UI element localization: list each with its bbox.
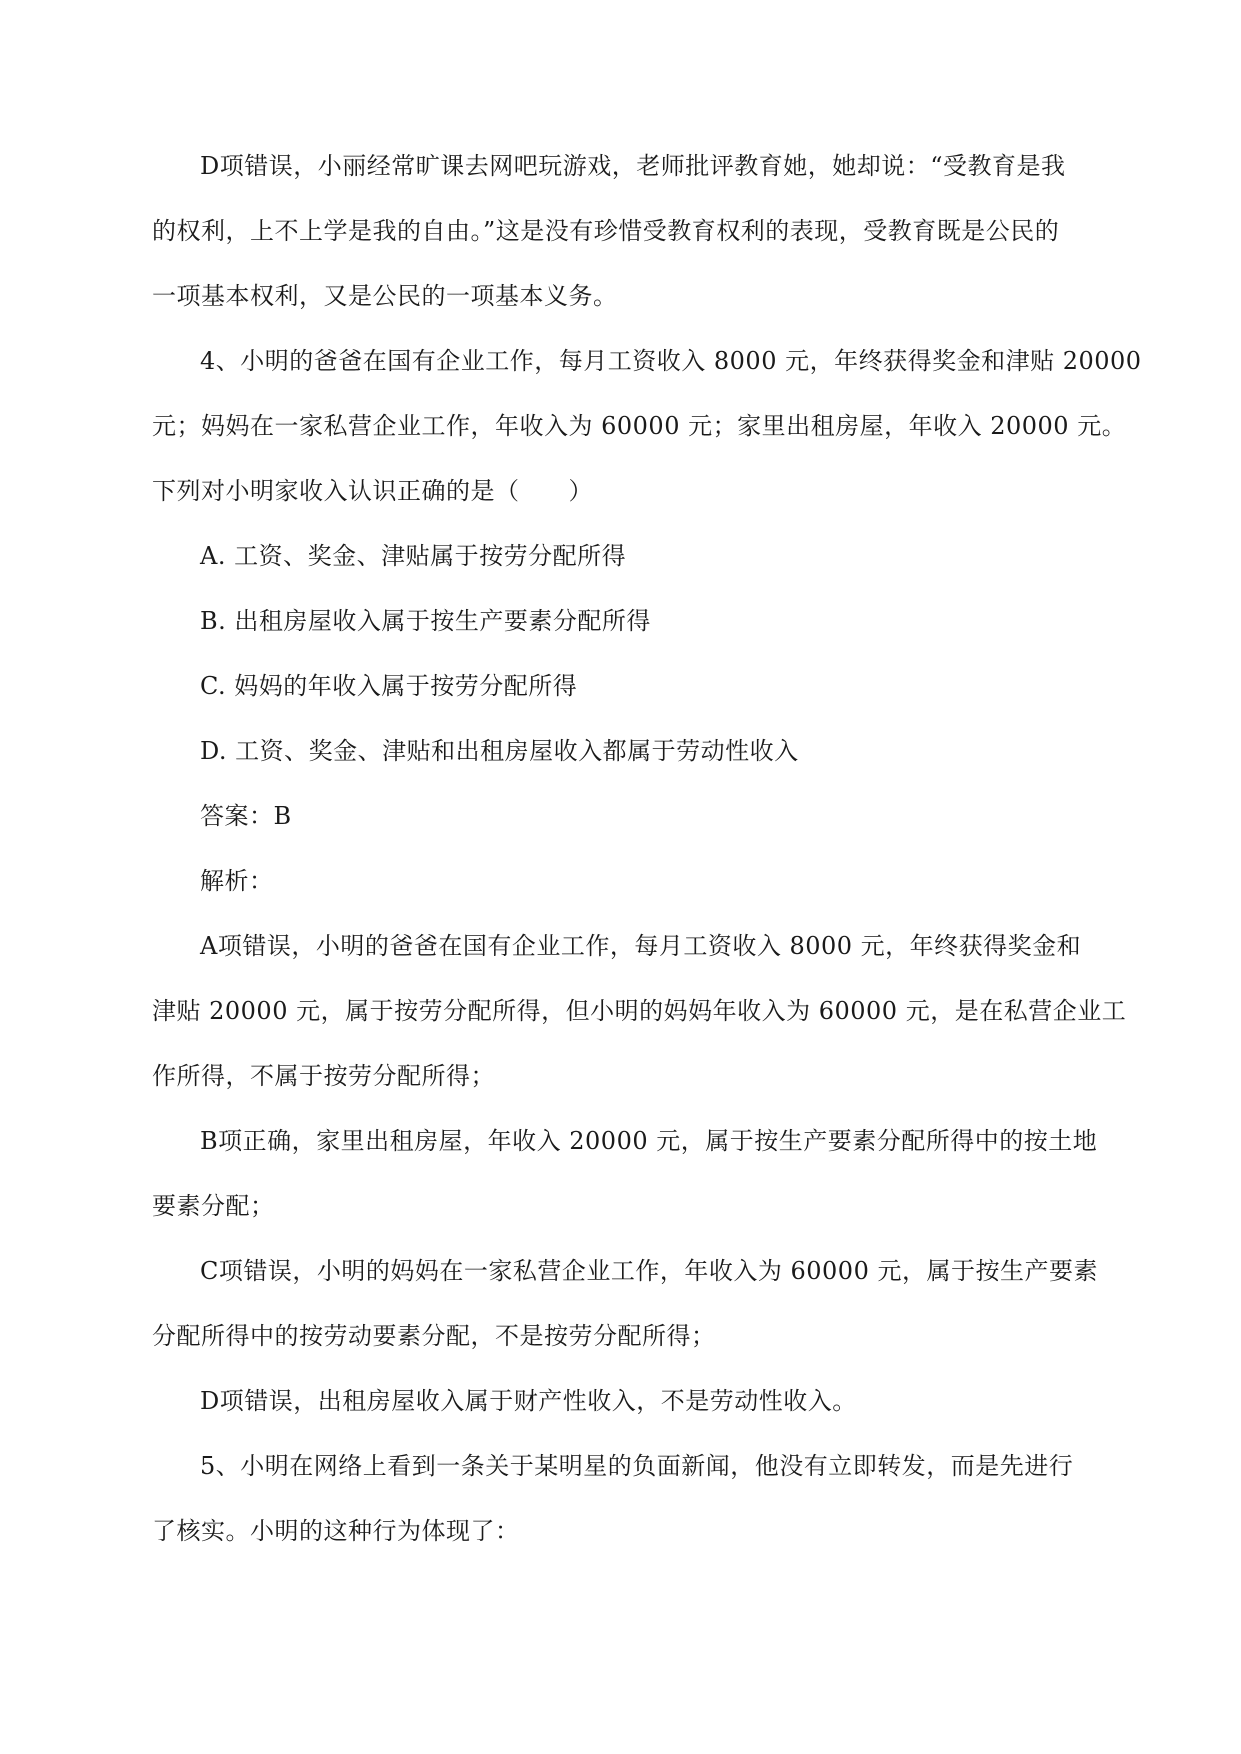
analysis-heading: 解析： (200, 867, 274, 895)
option-d: D. 工资、奖金、津贴和出租房屋收入都属于劳动性收入 (200, 737, 799, 765)
option-b: B. 出租房屋收入属于按生产要素分配所得 (200, 607, 651, 635)
analysis-c-line-2: 分配所得中的按劳动要素分配，不是按劳分配所得； (152, 1322, 716, 1350)
option-c: C. 妈妈的年收入属于按劳分配所得 (200, 672, 578, 700)
analysis-b-line-1: B项正确，家里出租房屋，年收入 20000 元，属于按生产要素分配所得中的按土地 (200, 1127, 1098, 1155)
question-4-line-3: 下列对小明家收入认识正确的是（ ） (152, 477, 593, 505)
analysis-b-line-2: 要素分配； (152, 1192, 275, 1220)
analysis-d-line-1: D项错误，出租房屋收入属于财产性收入，不是劳动性收入。 (200, 1387, 857, 1415)
analysis-a-line-1: A项错误，小明的爸爸在国有企业工作，每月工资收入 8000 元，年终获得奖金和 (200, 932, 1082, 960)
paragraph-d-line-1: D项错误，小丽经常旷课去网吧玩游戏，老师批评教育她，她却说：“受教育是我 (200, 152, 1066, 180)
question-5-line-1: 5、小明在网络上看到一条关于某明星的负面新闻，他没有立即转发，而是先进行 (200, 1452, 1074, 1480)
question-4-line-1: 4、小明的爸爸在国有企业工作，每月工资收入 8000 元，年终获得奖金和津贴 20000 (200, 347, 1142, 375)
question-4-line-2: 元；妈妈在一家私营企业工作，年收入为 60000 元；家里出租房屋，年收入 20000 元。 (152, 412, 1127, 440)
paragraph-d-line-3: 一项基本权利，又是公民的一项基本义务。 (152, 282, 618, 310)
analysis-a-line-3: 作所得，不属于按劳分配所得； (152, 1062, 495, 1090)
option-a: A. 工资、奖金、津贴属于按劳分配所得 (200, 542, 627, 570)
answer: 答案：B (200, 802, 292, 830)
question-5-line-2: 了核实。小明的这种行为体现了： (152, 1517, 520, 1545)
paragraph-d-line-2: 的权利，上不上学是我的自由。”这是没有珍惜受教育权利的表现，受教育既是公民的 (152, 217, 1060, 245)
analysis-c-line-1: C项错误，小明的妈妈在一家私营企业工作，年收入为 60000 元，属于按生产要素 (200, 1257, 1098, 1285)
analysis-a-line-2: 津贴 20000 元，属于按劳分配所得，但小明的妈妈年收入为 60000 元，是在私营企业工 (152, 997, 1127, 1025)
